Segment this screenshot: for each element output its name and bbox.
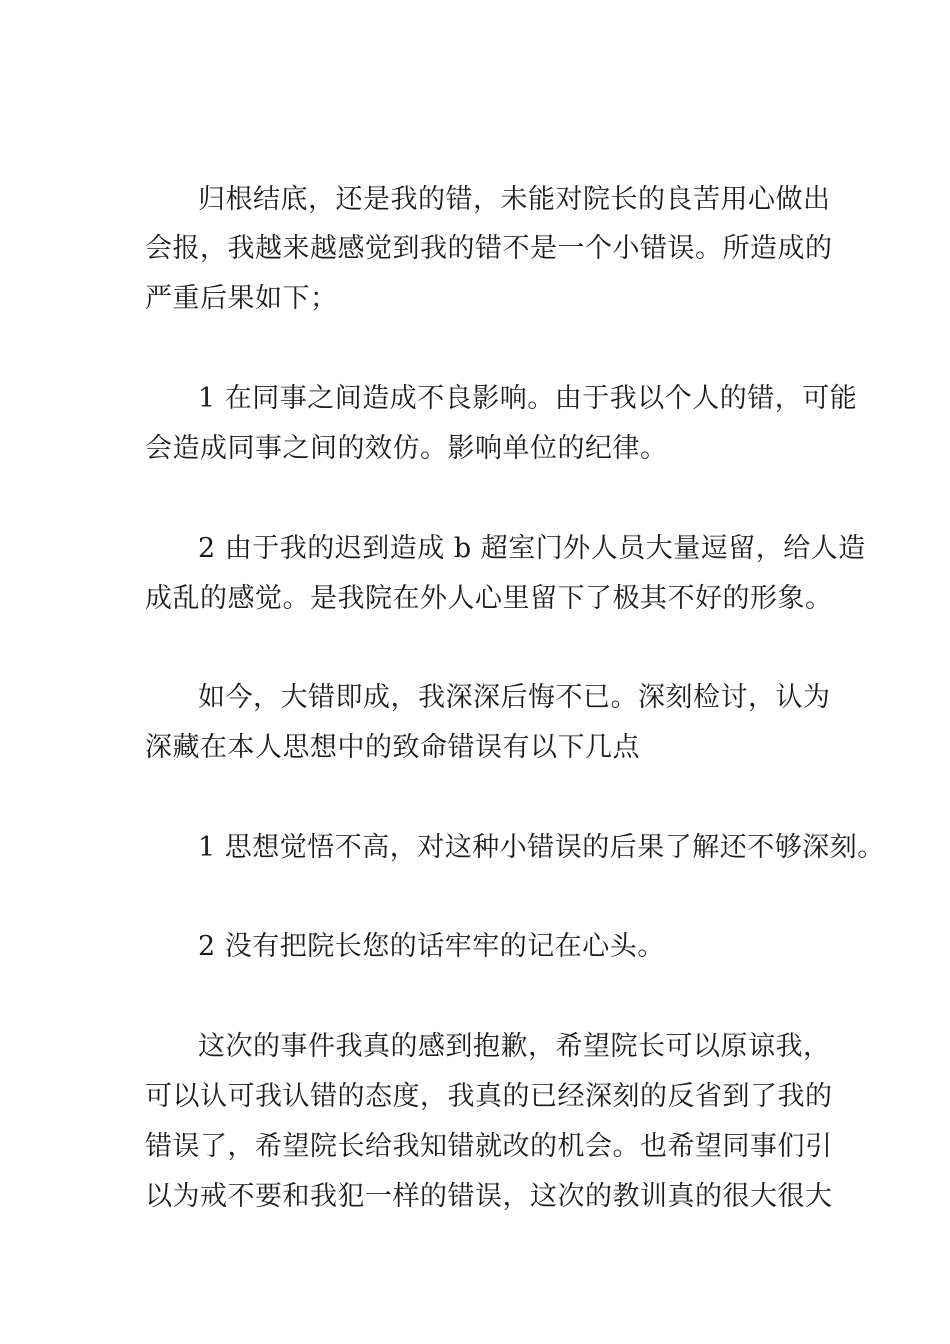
paragraph-1-line-2: 会报，我越来越感觉到我的错不是一个小错误。所造成的	[145, 233, 833, 264]
paragraph-6-line-1: 2 没有把院长您的话牢牢的记在心头。	[198, 931, 665, 962]
paragraph-7-line-3: 错误了，希望院长给我知错就改的机会。也希望同事们引	[145, 1131, 833, 1162]
paragraph-7-line-1: 这次的事件我真的感到抱歉，希望院长可以原谅我，	[198, 1031, 831, 1062]
paragraph-1-line-1: 归根结底，还是我的错，未能对院长的良苦用心做出	[198, 184, 831, 215]
paragraph-7-line-4: 以为戒不要和我犯一样的错误，这次的教训真的很大很大	[145, 1181, 833, 1212]
paragraph-2-line-2: 会造成同事之间的效仿。影响单位的纪律。	[145, 433, 668, 464]
paragraph-4-line-2: 深藏在本人思想中的致命错误有以下几点	[145, 732, 640, 763]
paragraph-3-line-1: 2 由于我的迟到造成 b 超室门外人员大量逗留，给人造	[198, 533, 866, 564]
paragraph-4-line-1: 如今，大错即成，我深深后悔不已。深刻检讨，认为	[198, 682, 831, 713]
paragraph-1-line-3: 严重后果如下；	[145, 283, 338, 314]
paragraph-2-line-1: 1 在同事之间造成不良影响。由于我以个人的错，可能	[198, 383, 858, 414]
paragraph-5-line-1: 1 思想觉悟不高，对这种小错误的后果了解还不够深刻。	[198, 832, 885, 863]
paragraph-7-line-2: 可以认可我认错的态度，我真的已经深刻的反省到了我的	[145, 1081, 833, 1112]
paragraph-3-line-2: 成乱的感觉。是我院在外人心里留下了极其不好的形象。	[145, 583, 833, 614]
